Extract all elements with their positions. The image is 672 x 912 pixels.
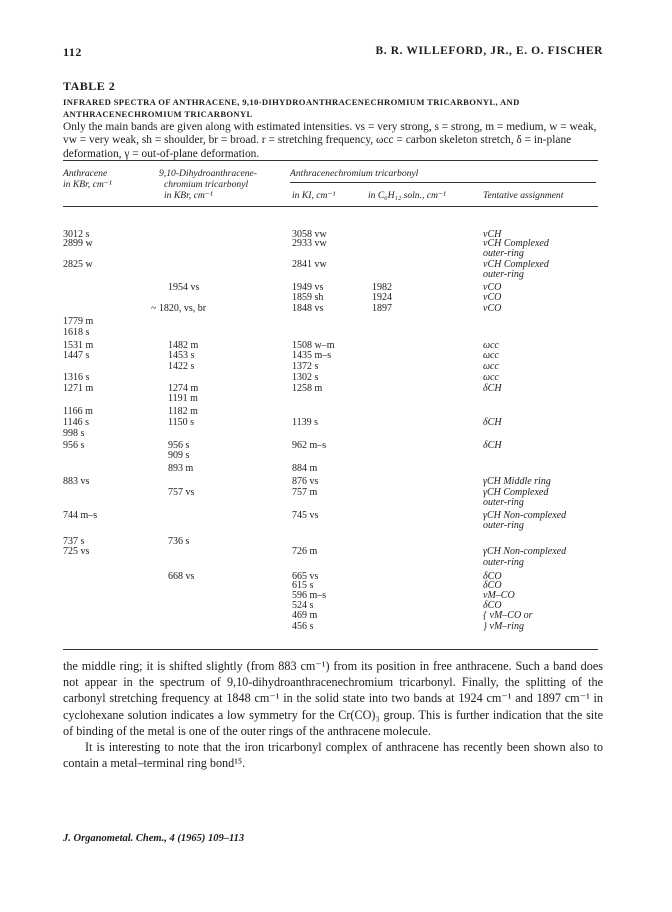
table-cell-e: νCO — [483, 282, 502, 293]
table-cell-e: γCH Middle ring — [483, 476, 551, 487]
table-cell-b: 736 s — [168, 536, 190, 547]
table-cell-d: 1924 — [372, 292, 392, 303]
table-cell-b: 1182 m — [168, 406, 198, 417]
table-cell-e: } νM–ring — [483, 621, 524, 632]
table-cell-a: 1146 s — [63, 417, 90, 428]
col-head-soln: in C₆H₁₂ soln., cm⁻¹ — [368, 190, 446, 201]
table-cell-e: δCO — [483, 571, 502, 582]
table-cell-c: 615 s — [292, 580, 314, 591]
table-cell-b: 909 s — [168, 450, 190, 461]
table-top-rule — [63, 160, 598, 161]
running-header-authors: B. R. WILLEFORD, JR., E. O. FISCHER — [375, 45, 603, 57]
table-cell-c: 1258 m — [292, 383, 323, 394]
table-cell-c: 962 m–s — [292, 440, 327, 451]
table-cell-a: 737 s — [63, 536, 85, 547]
table-cell-b: 956 s — [168, 440, 190, 451]
col-head-dihydro-unit: in KBr, cm⁻¹ — [164, 190, 213, 201]
table-cell-c: 1949 vs — [292, 282, 324, 293]
table-cell-a: 1779 m — [63, 316, 94, 327]
table-cell-e: νCH — [483, 229, 502, 240]
table-cell-c: 1435 m–s — [292, 350, 332, 361]
table-cell-a: 725 vs — [63, 546, 90, 557]
table-bottom-rule — [63, 649, 598, 650]
table-cell-e: νCH Complexed — [483, 259, 549, 270]
table-cell-e: γCH Complexed — [483, 487, 549, 498]
table-cell-d: 1897 — [372, 303, 392, 314]
table-cell-a: 1316 s — [63, 372, 90, 383]
col-head-anthracene-unit: in KBr, cm⁻¹ — [63, 179, 112, 190]
table-cell-e: δCH — [483, 383, 502, 394]
table-cell-b: 1453 s — [168, 350, 195, 361]
table-cell-c: 757 m — [292, 487, 318, 498]
table-cell-b: 893 m — [168, 463, 194, 474]
table-cell-b: 1422 s — [168, 361, 195, 372]
table-cell-b: 1482 m — [168, 340, 199, 351]
table-cell-c: 1372 s — [292, 361, 319, 372]
table-cell-c: 2933 vw — [292, 238, 327, 249]
table-cell-e: γCH Non-complexed — [483, 510, 567, 521]
table-cell-e: outer-ring — [483, 497, 524, 508]
table-cell-e: νCO — [483, 292, 502, 303]
table-cell-e: ωcc — [483, 361, 499, 372]
table-cell-c: 1508 w–m — [292, 340, 335, 351]
table-cell-c: 726 m — [292, 546, 318, 557]
table-cell-b: 668 vs — [168, 571, 195, 582]
table-cell-b: 757 vs — [168, 487, 195, 498]
table-cell-c: 1859 sh — [292, 292, 324, 303]
table-cell-c: 884 m — [292, 463, 318, 474]
table-cell-a: 3012 s — [63, 229, 90, 240]
table-cell-e: outer-ring — [483, 248, 524, 259]
table-cell-e: νCO — [483, 303, 502, 314]
body-paragraph-1: the middle ring; it is shifted slightly (from 883 cm⁻¹) from its position in free anthracene. Such a band does not appear in the spectrum of 9,10-dihydroanthracenechromium tricarbonyl. Finally, the splitting of the carbonyl stretching frequency at 1848 cm⁻¹ in the solid state into two bands at 1924 cm⁻¹ and 1897 cm⁻¹ in cyclohexane solution indicates a low symmetry for the Cr(CO)₃ group. This is further indication that the site of binding of the metal is one of the outer rings of the anthracene molecule. — [63, 659, 603, 738]
table-cell-e: δCH — [483, 417, 502, 428]
col-head-assign: Tentative assignment — [483, 190, 564, 201]
col-head-anthracr-rule — [290, 182, 596, 183]
table-cell-e: νM–CO — [483, 590, 515, 601]
table-cell-a: 1618 s — [63, 327, 90, 338]
table-cell-a: 1531 m — [63, 340, 94, 351]
table-cell-a: 956 s — [63, 440, 85, 451]
table-cell-a: 2825 w — [63, 259, 93, 270]
table-cell-e: γCH Non-complexed — [483, 546, 567, 557]
table-cell-e: ωcc — [483, 350, 499, 361]
table-cell-e: outer-ring — [483, 269, 524, 280]
table-cell-e: ωcc — [483, 372, 499, 383]
table-cell-c: 665 vs — [292, 571, 319, 582]
col-head-dihydro-2: chromium tricarbonyl — [164, 179, 249, 190]
table-cell-a: 744 m–s — [63, 510, 98, 521]
table-cell-e: ωcc — [483, 340, 499, 351]
table-head-rule — [63, 206, 598, 207]
table-cell-a: 883 vs — [63, 476, 90, 487]
journal-citation: J. Organometal. Chem., 4 (1965) 109–113 — [63, 833, 245, 844]
table-cell-c: 3058 vw — [292, 229, 327, 240]
col-head-anthracr: Anthracenechromium tricarbonyl — [290, 168, 419, 179]
table-cell-a: 1447 s — [63, 350, 90, 361]
table-cell-c: 469 m — [292, 610, 318, 621]
table-cell-c: 2841 vw — [292, 259, 327, 270]
table-cell-b: 1954 vs — [168, 282, 200, 293]
table-note: Only the main bands are given along with estimated intensities. vs = very strong, s = strong, m = medium, w = weak, vw = very weak, sh = shoulder, br = broad. r = stretching frequency, ωcc = carbon skeleton stretch, δ = in-plane deformation, γ = out-of-plane deformation. — [63, 121, 597, 160]
table-caption: INFRARED SPECTRA OF ANTHRACENE, 9,10-DIHYDROANTHRACENECHROMIUM TRICARBONYL, AND ANTHRACENECHROMIUM TRICARBONYL — [63, 97, 520, 119]
page-number: 112 — [63, 45, 82, 59]
table-cell-c: 1302 s — [292, 372, 319, 383]
col-head-anthracene: Anthracene — [63, 168, 108, 179]
table-cell-c: 1139 s — [292, 417, 319, 428]
table-cell-b: 1150 s — [168, 417, 195, 428]
table-cell-c: 1848 vs — [292, 303, 324, 314]
table-cell-d: 1982 — [372, 282, 392, 293]
table-cell-c: 745 vs — [292, 510, 319, 521]
table-cell-c: 596 m–s — [292, 590, 327, 601]
table-cell-e: { νM–CO or — [483, 610, 533, 621]
table-cell-a: 1271 m — [63, 383, 94, 394]
col-head-kl: in KI, cm⁻¹ — [292, 190, 336, 201]
table-cell-e: δCH — [483, 440, 502, 451]
table-cell-e: outer-ring — [483, 557, 524, 568]
col-head-dihydro-1: 9,10-Dihydroanthracene- — [159, 168, 257, 179]
table-cell-e: δCO — [483, 580, 502, 591]
table-cell-b: ~ 1820, vs, br — [151, 303, 207, 314]
table-cell-c: 456 s — [292, 621, 314, 632]
table-cell-c: 876 vs — [292, 476, 319, 487]
table-cell-a: 1166 m — [63, 406, 93, 417]
body-text — [63, 658, 603, 771]
table-cell-b: 1274 m — [168, 383, 199, 394]
table-cell-a: 998 s — [63, 428, 85, 439]
table-label: TABLE 2 — [63, 79, 116, 93]
table-cell-a: 2899 w — [63, 238, 93, 249]
table-cell-e: νCH Complexed — [483, 238, 549, 249]
table-cell-e: δCO — [483, 600, 502, 611]
table-cell-e: outer-ring — [483, 520, 524, 531]
table-cell-c: 524 s — [292, 600, 314, 611]
table-cell-b: 1191 m — [168, 393, 198, 404]
body-paragraph-2: It is interesting to note that the iron tricarbonyl complex of anthracene has recently been shown also to contain a metal–terminal ring bond¹⁵. — [63, 740, 603, 771]
